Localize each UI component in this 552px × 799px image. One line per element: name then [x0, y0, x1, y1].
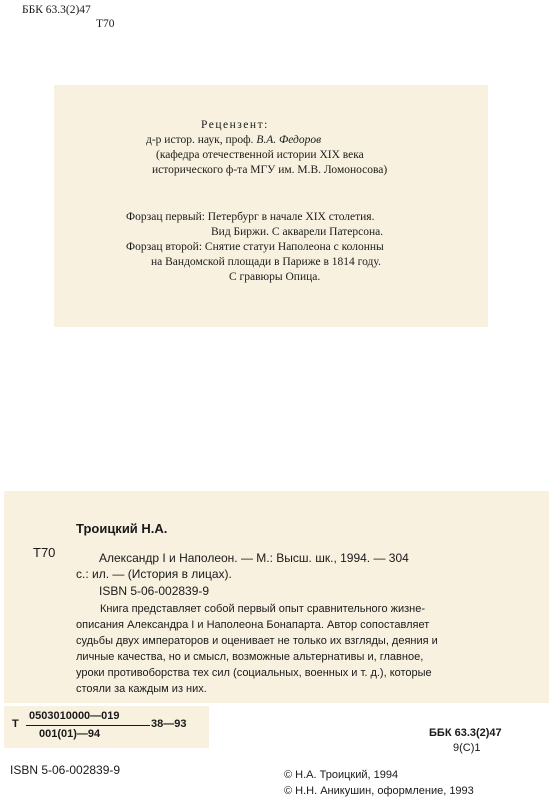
publisher-code-denominator: 001(01)—94: [39, 728, 101, 740]
forzac-line-5: С гравюры Опица.: [229, 271, 321, 283]
author-mark-top: Т70: [96, 18, 115, 30]
forzac-line-4: на Вандомской площади в Париже в 1814 году.: [151, 256, 381, 268]
copyright-author: © Н.А. Троицкий, 1994: [284, 769, 399, 781]
card-author-mark: Т70: [33, 545, 56, 560]
card-description-line-5: уроки противоборства тех сил (социальных, военных и т. д.), которые: [76, 667, 432, 679]
card-description-line-4: личные качества, но и смысл, возможные альтернативы и, главное,: [76, 651, 424, 663]
reviewer-degree: д-р истор. наук, проф.: [146, 134, 257, 146]
reviewer-name: В.А. Федоров: [256, 134, 322, 146]
publisher-code-prefix: Т: [12, 718, 19, 730]
isbn-bottom: ISBN 5-06-002839-9: [10, 763, 121, 777]
reviewer-heading: Рецензент:: [201, 119, 269, 131]
card-title-line-2: с.: ил. — (История в лицах).: [76, 567, 232, 581]
bbk-code-bottom: ББК 63.3(2)47: [429, 727, 502, 739]
reviewer-box: [54, 85, 488, 327]
reviewer-line-1: [146, 133, 321, 148]
card-author: Троицкий Н.А.: [76, 521, 168, 536]
reviewer-line-3: исторического ф-та МГУ им. М.В. Ломоносова): [152, 164, 388, 176]
forzac-line-2: Вид Биржи. С акварели Патерсона.: [211, 226, 384, 238]
card-description-line-1: Книга представляет собой первый опыт сравнительного жизне-: [100, 603, 426, 615]
card-title-line-1: Александр I и Наполеон. — М.: Высш. шк., 1994. — 304: [99, 551, 409, 565]
bbk-code-top: ББК 63.3(2)47: [22, 4, 91, 16]
fraction-line: [26, 725, 150, 726]
forzac-line-1: Форзац первый: Петербург в начале XIX столетия.: [126, 211, 375, 223]
publisher-code-suffix: 38—93: [151, 718, 187, 730]
classification-bottom: 9(С)1: [453, 742, 481, 754]
reviewer-line-2: (кафедра отечественной истории XIX века: [156, 149, 364, 161]
card-description-line-6: стояли за каждым из них.: [76, 683, 207, 695]
card-description-line-2: описания Александра I и Наполеона Бонапарта. Автор сопоставляет: [76, 619, 430, 631]
publisher-code-numerator: 0503010000—019: [29, 710, 120, 722]
card-isbn: ISBN 5-06-002839-9: [99, 584, 210, 598]
copyright-design: © Н.Н. Аникушин, оформление, 1993: [284, 785, 474, 797]
card-description-line-3: судьбы двух императоров и оценивает не только их взгляды, деяния и: [76, 635, 438, 647]
forzac-line-3: Форзац второй: Снятие статуи Наполеона с колонны: [126, 241, 384, 253]
